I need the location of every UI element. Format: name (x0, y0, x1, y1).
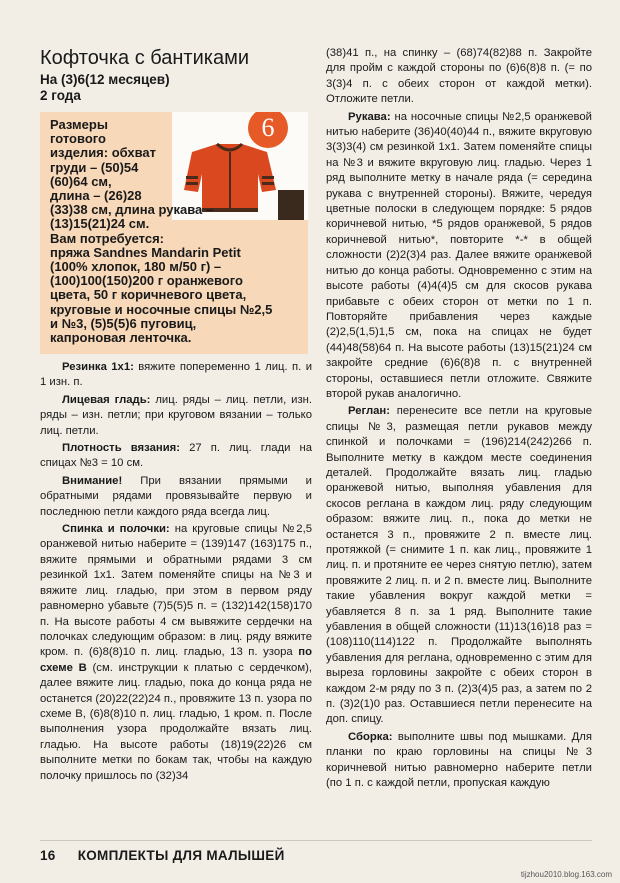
gauge-label: Плотность вязания: (62, 442, 180, 455)
body-paragraph-cont: (38)41 п., на спинку – (68)74(82)88 п. Закройте для пройм с каждой стороны по (6)6(8)8 п. (= по 3(3)4 п. с обеих сторон от каждой метки). Отложите петли. (326, 47, 592, 106)
materials-line: Размеры (50, 117, 108, 132)
left-column (40, 46, 312, 784)
materials-line: Вам потребуется: (50, 230, 164, 246)
left-body (40, 360, 312, 784)
raglan-label: Реглан: (348, 405, 391, 418)
stockinette-paragraph (40, 393, 312, 439)
raglan-paragraph (326, 404, 592, 728)
footer-divider (40, 840, 592, 841)
page-title: Кофточка с бантиками (40, 47, 249, 69)
materials-line: и №3, (5)5(5)6 пуговиц, (50, 315, 197, 331)
materials-line: готового (50, 131, 106, 147)
gauge-text: 27 п. лиц. глади на спицах №3 = 10 см. (40, 442, 313, 470)
attention-text: При вязании прямыми и обратными рядами провязывайте первую и последнюю петли каждого ряда всегда лиц. (40, 474, 312, 518)
stockinette-text: лиц. ряды – лиц. петли, изн. ряды – изн. петли; при круговом вязании – только лиц. петли. (40, 393, 312, 437)
materials-line: (100% хлопок, 180 м/50 г) – (50, 259, 222, 275)
assembly-label: Сборка: (348, 730, 393, 743)
materials-line: (100)100(150)200 г оранжевого (50, 273, 243, 289)
rib-paragraph (40, 360, 312, 391)
materials-line: пряжа Sandnes Mandarin Petit (50, 244, 241, 260)
stockinette-label: Лицевая гладь: (62, 393, 151, 406)
rib-label: Резинка 1х1: (62, 361, 134, 373)
materials-box (40, 112, 308, 354)
right-column (326, 46, 592, 792)
materials-line: изделия: обхват (50, 145, 157, 161)
assembly-text: выполните швы под мышками. Для планки по краю горловины на спицы №3 коричневой нитью равномерно наберите петли (по 1 п. с каждой петли, пропуская каждую (326, 730, 592, 790)
sleeves-label: Рукава: (348, 110, 391, 123)
attention-label: Внимание! (62, 474, 123, 487)
materials-line: длина – (26)28 (50, 188, 142, 204)
page-footer (40, 848, 285, 863)
page-number: 16 (40, 848, 56, 863)
materials-line: груди – (50)54 (50, 159, 139, 175)
attention-paragraph (40, 474, 312, 520)
materials-line: (33)38 см, длина рукава – (50, 202, 214, 218)
watermark: tijzhou2010.blog.163.com (520, 870, 612, 879)
rib-text: вяжите попеременно 1 лиц. п. и 1 изн. п. (40, 361, 312, 389)
materials-line: (60)64 см, (50, 173, 112, 189)
chart-reference: по схеме В (40, 646, 312, 674)
materials-line: (13)15(21)24 см. (50, 216, 150, 232)
body-paragraph (40, 522, 312, 784)
sleeves-paragraph (326, 110, 592, 403)
materials-line: цвета, 50 г коричневого цвета, (50, 287, 247, 303)
body-text: на круговые спицы №2,5 оранжевой нитью наберите = (139)147 (163)175 п., вяжите прямыми и обратными рядами 3 см резинкой 1х1. Затем поменяйте спицы на №3 и вяжите лиц. гладью, при этом в первом ряду равномерно убавьте (7)5(5)5 п. = (132)142(158)170 п. На высоте работы 4 см вывяжите сердечки на полочках следующим образом: в лиц. ряду вяжите кром. п. (6)8(8)10 п. лиц. гладью, 13 п. узора (40, 523, 313, 659)
raglan-text: перенесите все петли на круговые спицы №3, размещая петли рукавов между спинкой и полочками = (196)214(242)266 п. Выполните метку в каждом месте соединения деталей. Продолжайте вязать лиц. гладью оранжевой нитью, выполняя убавления для скосов реглана в каждом лиц. ряду следующим образом: вяжите лиц. п., пока до метки не останется 3 п., провяжите 2 п. вместе лиц. протяжкой (= снимите 1 п. как лиц., провяжите 1 лиц. п. и протяните ее через снятую петлю), затем провяжите 2 лиц. п. и 2 п. вместе лиц. Выполните такие убавления вокруг каждой метки = убавляется 8 п. за 1 ряд. Выполните такие убавления в общей сложности (11)13(16)18 раз = (108)110(114)122 п. Продолжайте выполнять убавления для реглана, одновременно с этим для выреза горловины закройте с обеих сторон в каждом 2-м ряду по 3 п. (2)3(4)5 раз, а затем по 2 п. (3)2(1)0 раз. Оставшиеся петли перенесите на доп. спицу. (326, 405, 592, 726)
sleeves-text: на носочные спицы №2,5 оранжевой нитью наберите (36)40(40)44 п., вяжите вкруговую 3(3)3(4) см резинкой 1х1. Затем поменяйте спицы на №3 и вяжите вкруговую лиц. гладью. Через 1 ряд выполните метку в начале ряда (= середина рукава с внутренней стороны). Вяжите, чередуя цветные полоски в следующем порядке: 5 рядов коричневой нитью, *5 рядов оранжевой, 5 рядов коричневой нитью*, повторите *-* в общей сложности (2)2(3)4 раз. Далее вяжите оранжевой нитью до конца работы. Одновременно с этим на высоте работы (4)4(4)5 см для скосов рукава прибавьте с обеих сторон от метки по 1 п. Повторяйте прибавления через каждые (2)2,5(1,5)1,5 см, пока на спицах не будет (44)48(58)64 п. На высоте работы (13)15(21)24 см закройте средние (6)6(8)8 п. с внутренней стороны, оставшиеся петли отложите. Свяжите второй рукав аналогично. (326, 110, 592, 400)
body-label: Спинка и полочки: (62, 523, 170, 536)
pattern-number-badge: 6 (248, 112, 288, 148)
section-title: КОМПЛЕКТЫ ДЛЯ МАЛЫШЕЙ (77, 848, 285, 863)
age-line: 2 года (40, 88, 81, 103)
materials-line: капроновая ленточка. (50, 330, 192, 346)
assembly-paragraph (326, 730, 592, 792)
body-text-cont: (см. инструкции к платью с сердечком), далее вяжите лиц. гладью, пока до конца ряда не останется (20)22(22)24 п., провяжите 13 п. узора по схеме В, (6)8(8)10 п. лиц. гладью, 1 кром. п. После выполнения узора продолжайте вязать лиц. гладью. На высоте работы (18)19(22)26 см выполните метки по бокам так, чтобы на каждую полочку пришлось по (32)34 (40, 661, 312, 782)
gauge-paragraph (40, 441, 312, 472)
materials-text (50, 118, 306, 345)
materials-line: круговые и носочные спицы №2,5 (50, 301, 273, 317)
size-line: На (3)6(12 месяцев) (40, 72, 170, 87)
